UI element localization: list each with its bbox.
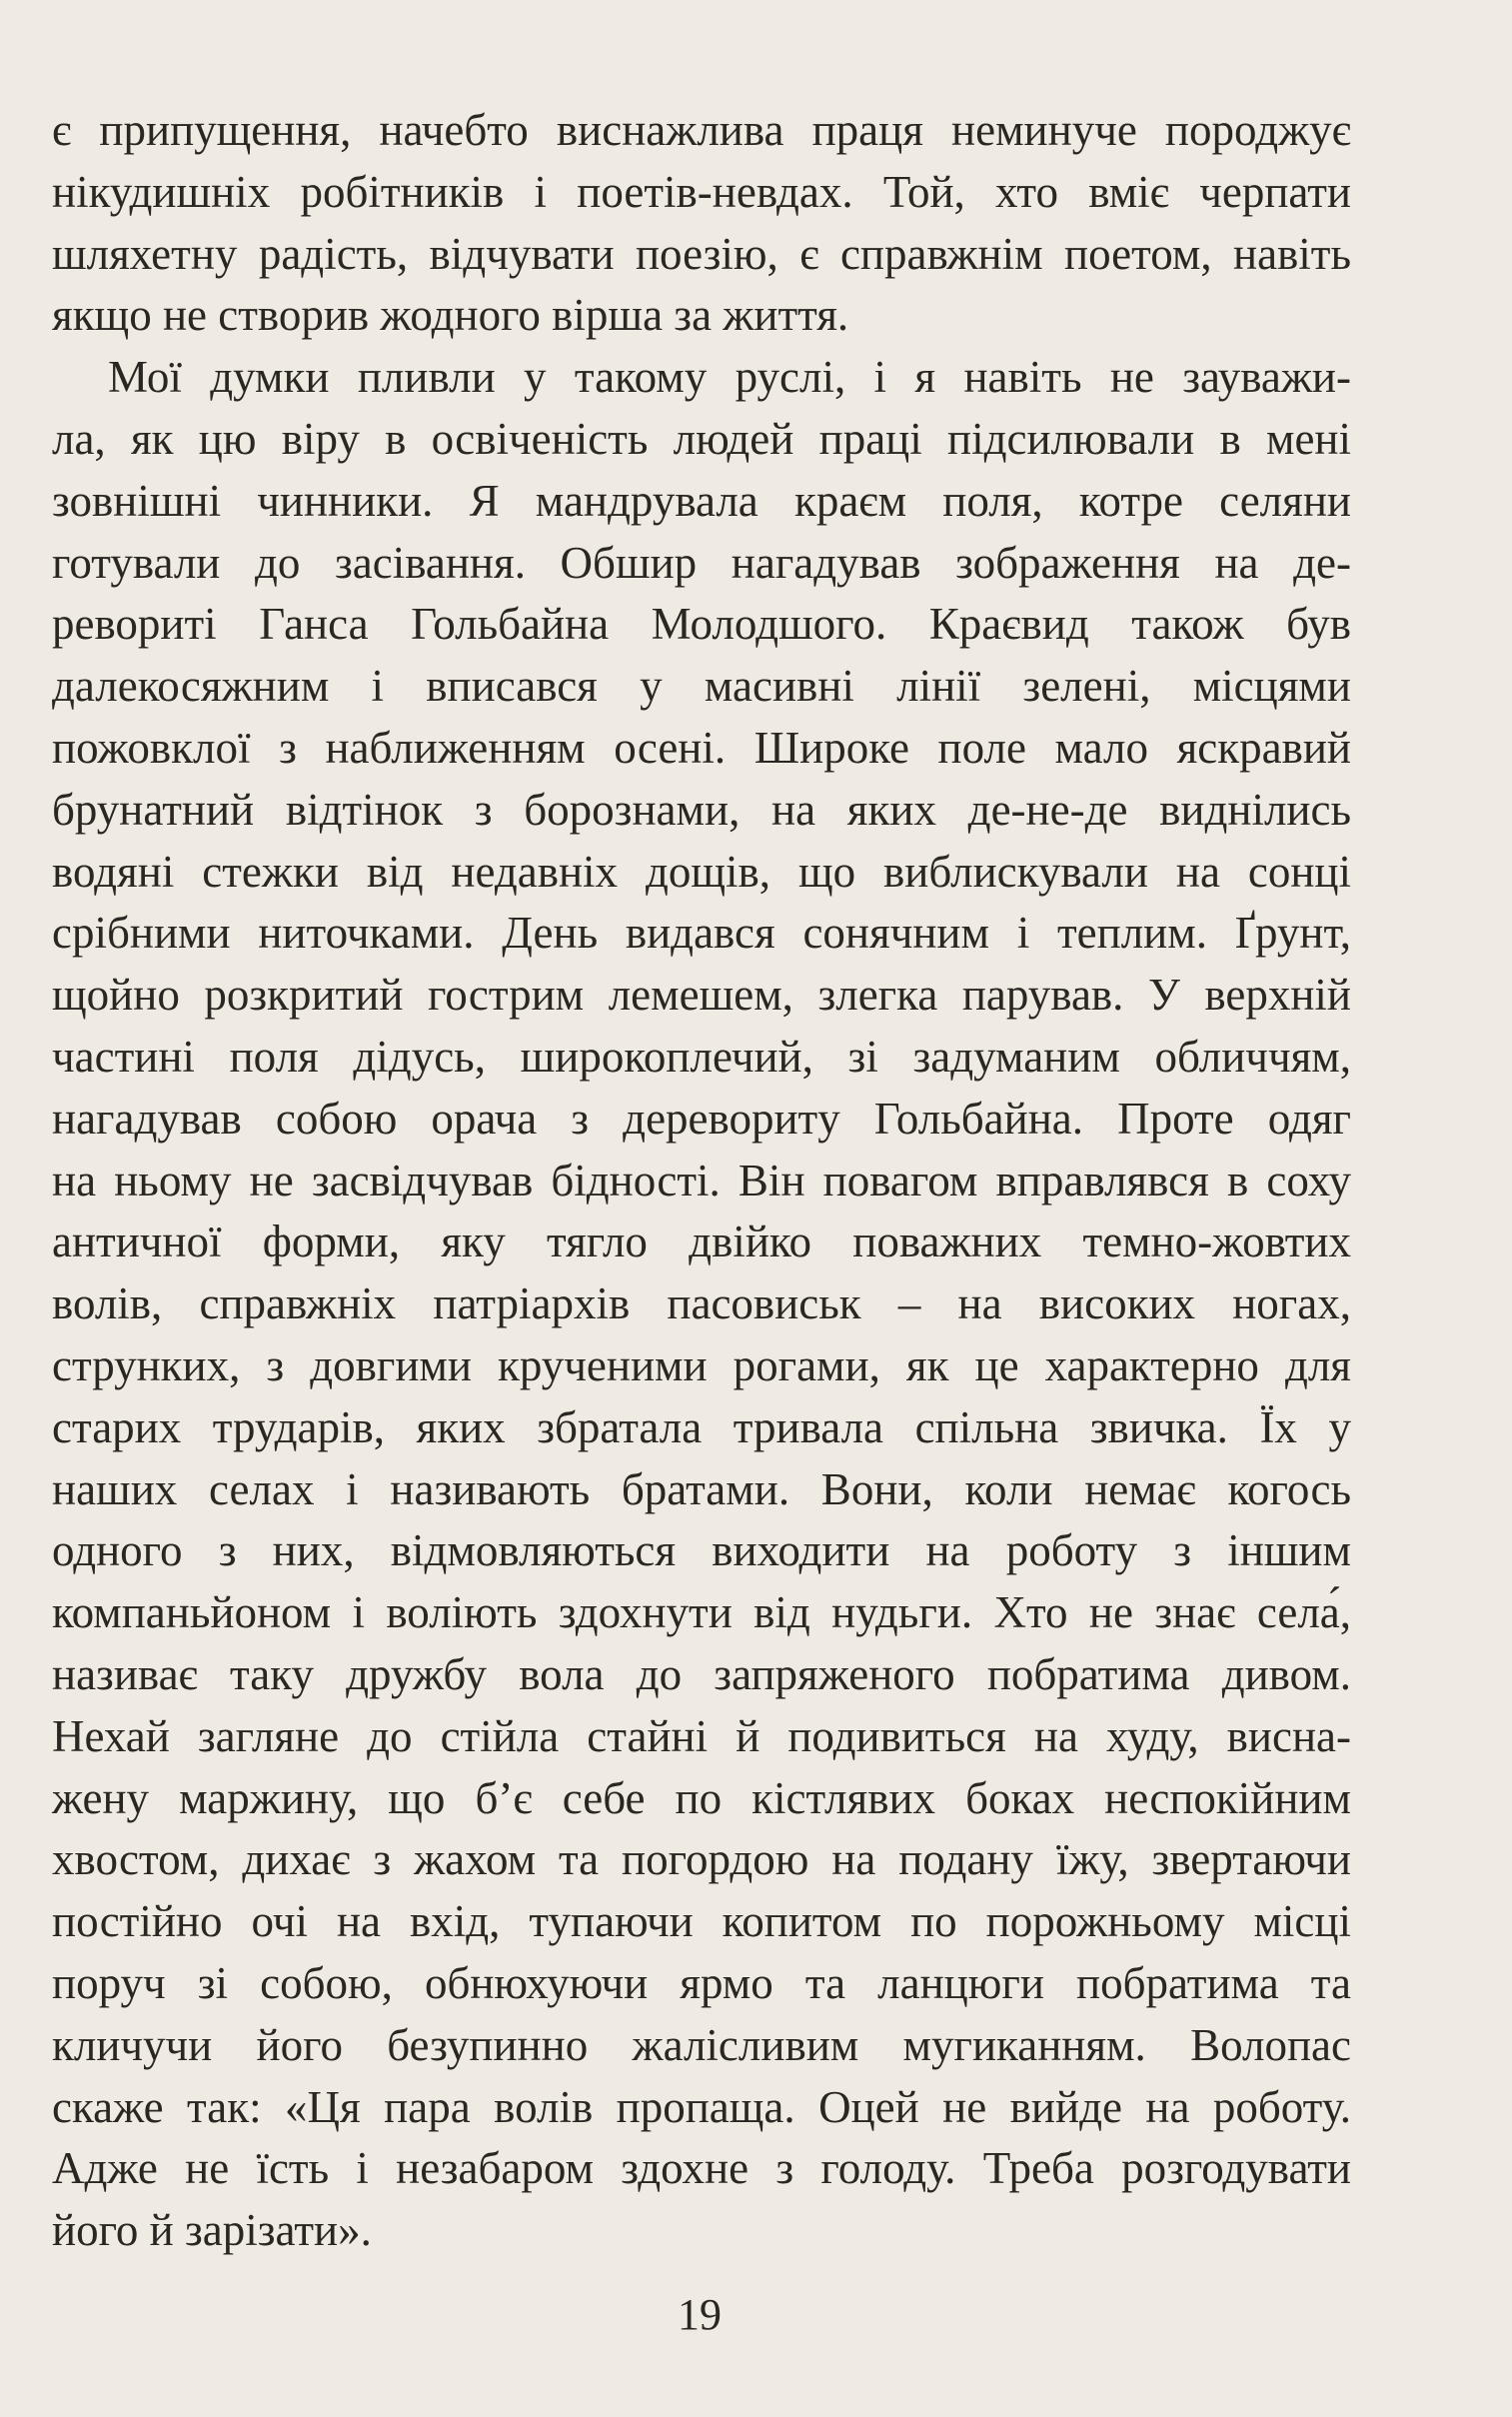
text-line: брунатний відтінок з борознами, на яких де-не-де виднілись xyxy=(52,784,1351,835)
text-line: жену маржину, що б’є себе по кістлявих боках неспокійним xyxy=(52,1772,1351,1823)
text-line: скаже так: «Ця пара волів пропаща. Оцей не вийде на роботу. xyxy=(52,2081,1351,2132)
text-line: ла, як цю віру в освіченість людей праці підсилювали в мені xyxy=(52,413,1351,464)
text-line: його й зарізати». xyxy=(52,2205,372,2256)
book-page-text xyxy=(52,100,1351,2262)
text-line: щойно розкритий гострим лемешем, злегка парував. У верхній xyxy=(52,970,1351,1021)
text-line: є припущення, начебто виснажлива праця неминуче породжує xyxy=(52,105,1351,155)
text-line: далекосяжним і вписався у масивні лінії зелені, місцями xyxy=(52,661,1351,712)
text-line: компаньйоном і воліють здохнути від нудьги. Хто не знає села́, xyxy=(52,1587,1351,1638)
page-number: 19 xyxy=(678,2290,722,2339)
text-line: Адже не їсть і незабаром здохне з голоду. Треба розгодувати xyxy=(52,2143,1351,2194)
text-line: кличучи його безупинно жалісливим мугиканням. Волопас xyxy=(52,2019,1351,2070)
text-line: одного з них, відмовляються виходити на роботу з іншим xyxy=(52,1525,1351,1576)
paragraph xyxy=(52,347,1351,2262)
text-line: водяні стежки від недавніх дощів, що виблискували на сонці xyxy=(52,846,1351,897)
text-line: якщо не створив жодного вірша за життя. xyxy=(52,290,849,341)
text-line: пожовклої з наближенням осені. Широке поле мало яскравий xyxy=(52,722,1351,773)
text-line: поруч зі собою, обнюхуючи ярмо та ланцюги побратима та xyxy=(52,1957,1351,2008)
text-line: готували до засівання. Обшир нагадував зображення на де- xyxy=(52,537,1351,588)
text-line: нікудишніх робітників і поетів-невдах. Той, хто вміє черпати xyxy=(52,166,1351,217)
text-line: шляхетну радість, відчувати поезію, є справжнім поетом, навіть xyxy=(52,228,1351,279)
text-line: називає таку дружбу вола до запряженого побратима дивом. xyxy=(52,1648,1351,1699)
paragraph xyxy=(52,100,1351,347)
text-line: античної форми, яку тягло двійко поважних темно-жовтих xyxy=(52,1216,1351,1267)
text-line: старих трударів, яких збратала тривала спільна звичка. Їх у xyxy=(52,1401,1351,1452)
text-line: Мої думки пливли у такому руслі, і я навіть не зауважи- xyxy=(108,352,1351,403)
text-line: постійно очі на вхід, тупаючи копитом по порожньому місці xyxy=(52,1896,1351,1947)
text-line: хвостом, дихає з жахом та погордою на подану їжу, звертаючи xyxy=(52,1834,1351,1885)
text-line: нагадував собою орача з дереворитy Гольбайна. Проте одяг xyxy=(52,1093,1351,1144)
text-line: наших селах і називають братами. Вони, коли немає когось xyxy=(52,1463,1351,1514)
text-line: зовнішні чинники. Я мандрувала краєм поля, котре селяни xyxy=(52,475,1351,526)
text-line: на ньому не засвідчував бідності. Він повагом вправлявся в соху xyxy=(52,1155,1351,1206)
text-line: ревориті Ганса Гольбайна Молодшого. Краєвид також був xyxy=(52,599,1351,650)
text-line: срібними ниточками. День видався сонячним і теплим. Ґрунт, xyxy=(52,908,1351,959)
text-line: волів, справжніх патріархів пасовиськ – на високих ногах, xyxy=(52,1278,1351,1329)
text-line: струнких, з довгими крученими рогами, як це характерно для xyxy=(52,1339,1351,1390)
text-line: частині поля дідусь, широкоплечий, зі задуманим обличчям, xyxy=(52,1031,1351,1082)
text-line: Нехай загляне до стійла стайні й подивиться на худу, висна- xyxy=(52,1710,1351,1761)
